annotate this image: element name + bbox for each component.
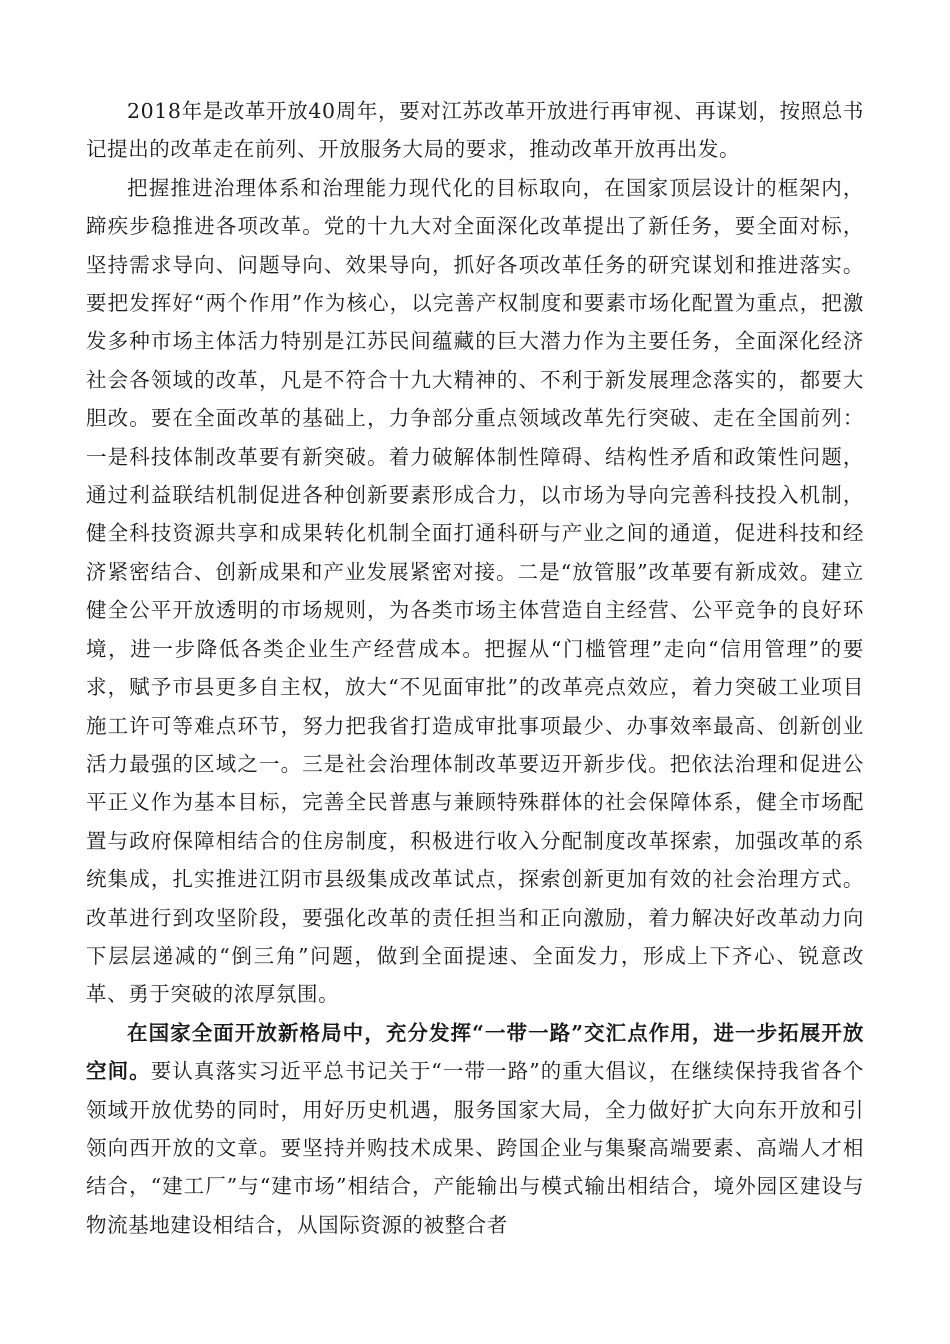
paragraph-reform-text: 把握推进治理体系和治理能力现代化的目标取向，在国家顶层设计的框架内，蹄疾步稳推进各项改革。党的十九大对全面深化改革提出了新任务，要全面对标，坚持需求导向、问题导向、效果导向，抓好各项改革任务的研究谋划和推进落实。要把发挥好“两个作用”作为核心，以完善产权制度和要素市场化配置为重点，把激发多种市场主体活力特别是江苏民间蕴藏的巨大潜力作为主要任务，全面深化经济社会各领域的改革，凡是不符合十九大精神的、不利于新发展理念落实的，都要大胆改。要在全面改革的基础上，力争部分重点领域改革先行突破、走在全国前列：一是科技体制改革要有新突破。着力破解体制性障碍、结构性矛盾和政策性问题，通过利益联结机制促进各种创新要素形成合力，以市场为导向完善科技投入机制，健全科技资源共享和成果转化机制全面打通科研与产业之间的通道，促进科技和经济紧密结合、创新成果和产业发展紧密对接。二是“放管服”改革要有新成效。建立健全公平开放透明的市场规则，为各类市场主体营造自主经营、公平竞争的良好环境，进一步降低各类企业生产经营成本。把握从“门槛管理”走向“信用管理”的要求，赋予市县更多自主权，放大“不见面审批”的改革亮点效应，着力突破工业项目施工许可等难点环节，努力把我省打造成审批事项最少、办事效率最高、创新创业活力最强的区域之一。三是社会治理体制改革要迈开新步伐。把依法治理和促进公平正义作为基本目标，完善全民普惠与兼顾特殊群体的社会保障体系，健全市场配置与政府保障相结合的住房制度，积极进行收入分配制度改革探索，加强改革的系统集成，扎实推进江阴市县级集成改革试点，探索创新更加有效的社会治理方式。改革进行到攻坚阶段，要强化改革的责任担当和正向激励，着力解决好改革动力向下层层递减的“倒三角”问题，做到全面提速、全面发力，形成上下齐心、锐意改革、勇于突破的浓厚氛围。 [86, 175, 864, 1007]
document-page [86, 92, 864, 1244]
paragraph-opening [86, 1014, 864, 1244]
paragraph-reform [86, 169, 864, 1014]
paragraph-opening-text: 要认真落实习近平总书记关于“一带一路”的重大倡议，在继续保持我省各个领域开放优势的同时，用好历史机遇，服务国家大局，全力做好扩大向东开放和引领向西开放的文章。要坚持并购技术成果、跨国企业与集聚高端要素、高端人才相结合，“建工厂”与“建市场”相结合，产能输出与模式输出相结合，境外园区建设与物流基地建设相结合，从国际资源的被整合者 [86, 1059, 864, 1237]
paragraph-intro [86, 92, 864, 169]
paragraph-intro-text: 2018年是改革开放40周年，要对江苏改革开放进行再审视、再谋划，按照总书记提出的改革走在前列、开放服务大局的要求，推动改革开放再出发。 [86, 99, 864, 162]
paragraph-opening-lead: 在国家全面开放新格局中，充分发挥“一带一路”交汇点作用，进一步拓展开放空间。 [86, 1020, 864, 1084]
